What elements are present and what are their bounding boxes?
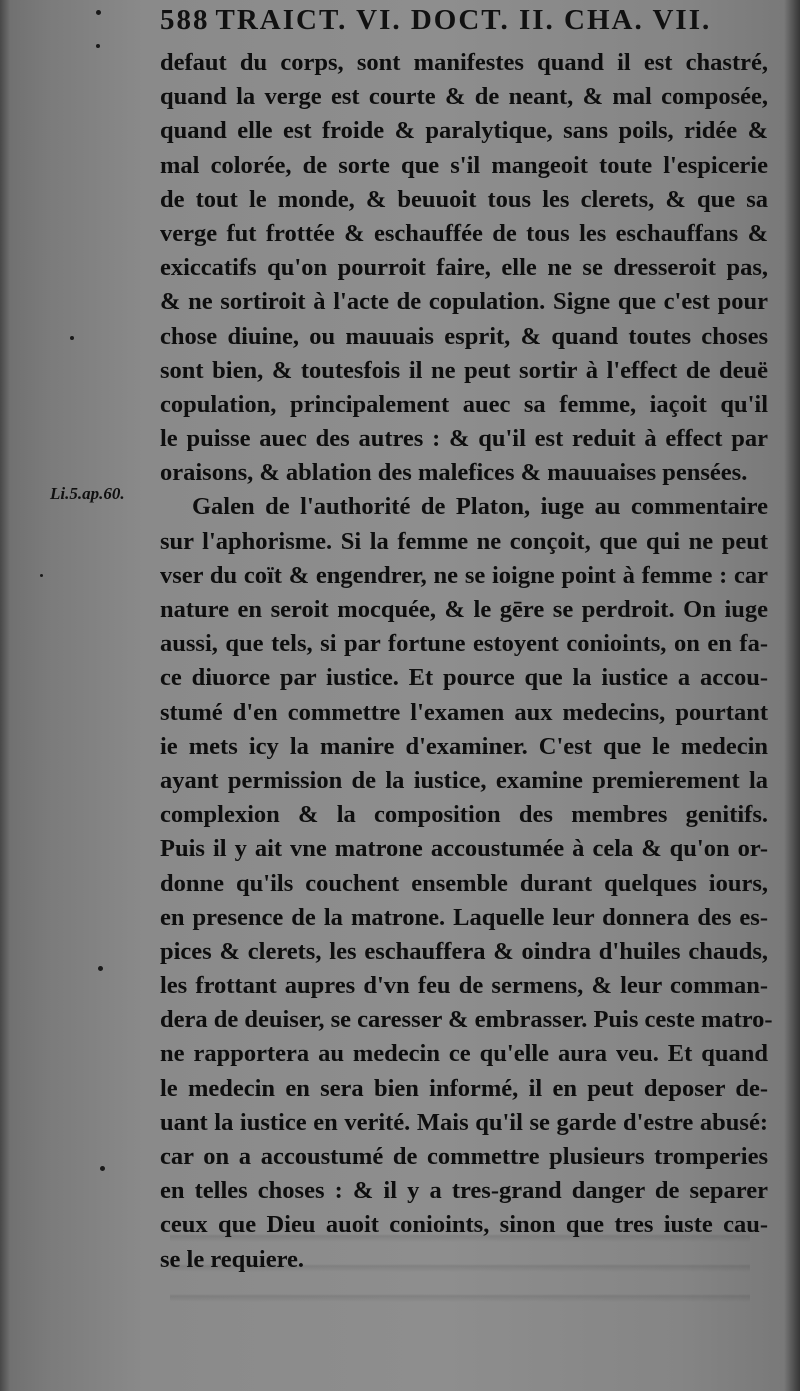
ink-speck: [100, 1166, 105, 1171]
text-line: de tout le monde, & beuuoit tous les clerets, & que sa: [160, 185, 768, 213]
text-line: en presence de la matrone. Laquelle leur donnera des es-: [160, 903, 768, 931]
text-line: complexion & la composition des membres genitifs.: [160, 801, 768, 829]
page-number: 588: [160, 4, 210, 36]
text-line: defaut du corps, sont manifestes quand il est chastré,: [160, 49, 768, 76]
text-line: chose diuine, ou mauuais esprit, & quand toutes choses: [160, 322, 768, 350]
text-line: ayant permission de la iustice, examine premierement la: [160, 766, 768, 794]
text-line: ce diuorce par iustice. Et pource que la iustice a accou-: [160, 664, 768, 692]
text-line: sont bien, & toutesfois il ne peut sortir à l'effect de deuë: [160, 356, 768, 384]
text-line: stumé d'en commettre l'examen aux medecins, pourtant: [160, 698, 768, 726]
text-line: vser du coït & engendrer, ne se ioigne point à femme : car: [160, 561, 768, 589]
text-line: le puisse auec des autres : & qu'il est reduit à effect par: [160, 425, 768, 453]
text-line: verge fut frottée & eschauffée de tous les eschauffans &: [160, 219, 768, 247]
text-line: pices & clerets, les eschauffera & oindra d'huiles chauds,: [160, 937, 768, 965]
ink-speck: [98, 966, 103, 971]
ink-speck: [96, 44, 100, 48]
margin-note: Li.5.ap.60.: [50, 484, 125, 503]
text-line: ie mets icy la manire d'examiner. C'est que le medecin: [160, 732, 768, 760]
running-header: [160, 4, 760, 40]
text-line: le medecin en sera bien informé, il en peut deposer de-: [160, 1074, 768, 1102]
text-line: nature en seroit mocquée, & le gēre se perdroit. On iuge: [160, 596, 768, 623]
text-line: ceux que Dieu auoit conioints, sinon que tres iuste cau-: [160, 1211, 768, 1239]
text-line: quand elle est froide & paralytique, sans poils, ridée &: [160, 117, 768, 145]
text-line: Galen de l'authorité de Platon, iuge au commentaire: [192, 493, 768, 521]
ink-speck: [96, 10, 101, 15]
text-line: donne qu'ils couchent ensemble durant quelques iours,: [160, 869, 768, 897]
text-line: car on a accoustumé de commettre plusieurs tromperies: [160, 1143, 768, 1170]
gutter-shadow: [0, 0, 10, 1391]
body-text: [160, 46, 773, 1277]
running-title: TRAICT. VI. DOCT. II. CHA. VII.: [215, 4, 712, 36]
text-line: quand la verge est courte & de neant, & mal composée,: [160, 83, 768, 111]
text-line: copulation, principalement auec sa femme, iaçoit qu'il: [160, 390, 768, 418]
text-line: les frottant aupres d'vn feu de sermens, & leur comman-: [160, 972, 768, 1000]
text-line: sur l'aphorisme. Si la femme ne conçoit, que qui ne peut: [160, 527, 768, 555]
text-line: en telles choses : & il y a tres-grand danger de separer: [160, 1177, 768, 1205]
text-line: ne rapportera au medecin ce qu'elle aura veu. Et quand: [160, 1040, 768, 1068]
ink-speck: [70, 336, 74, 340]
edge-shadow: [784, 0, 800, 1391]
text-line: mal colorée, de sorte que s'il mangeoit toute l'espicerie: [160, 151, 768, 179]
text-line: Puis il y ait vne matrone accoustumée à cela & qu'on or-: [160, 835, 768, 863]
show-through-bleed: [170, 1212, 750, 1322]
text-line: se le requiere.: [160, 1245, 305, 1273]
text-line: dera de deuiser, se caresser & embrasser. Puis ceste matro-: [160, 1006, 773, 1034]
text-line: aussi, que tels, si par fortune estoyent conioints, on en fa-: [160, 630, 768, 658]
text-line: uant la iustice en verité. Mais qu'il se garde d'estre abusé:: [160, 1108, 768, 1136]
ink-speck: [40, 574, 43, 577]
text-line: & ne sortiroit à l'acte de copulation. Signe que c'est pour: [160, 288, 768, 316]
text-line: oraisons, & ablation des malefices & mauuaises pensées.: [160, 459, 748, 487]
text-line: exiccatifs qu'on pourroit faire, elle ne se dresseroit pas,: [160, 254, 768, 282]
